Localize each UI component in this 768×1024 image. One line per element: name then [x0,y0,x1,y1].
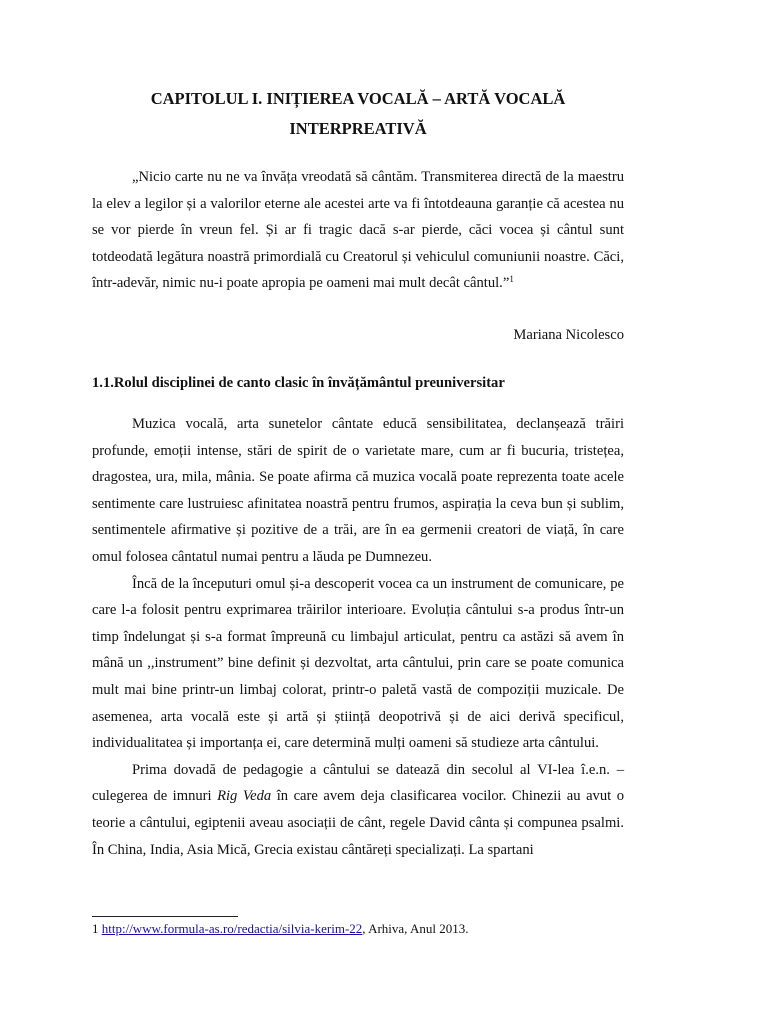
chapter-title-line-1: CAPITOLUL I. INIȚIEREA VOCALĂ – ARTĂ VOCALĂ [150,89,566,108]
footnote-number: 1 [92,921,99,936]
paragraph-3-start: Prima dovadă de pedagogie a cântului se datează din secolul al VI-lea î.e.n. – culegerea de imnuri [92,761,624,805]
paragraph-2: Încă de la începuturi omul și-a descoperit vocea ca un instrument de comunicare, pe care l-a folosit pentru exprimarea trăirilor interioare. Evoluția cântului s-a produs într-un timp îndelungat și s-a format împreună cu limbajul articulat, pentru ca astăzi să avem în mână un ,,instrument” bine definit și dezvoltat, arta cântului, prin care se poate comunica mult mai bine printr-un limbaj colorat, printr-o paletă vastă de compoziții muzicale. De asemenea, arta vocală este și artă și știință deopotrivă și de aici derivă specificul, individualitatea și importanța ei, care determină mulți oameni să studieze arta cântului. [92,575,624,752]
chapter-title [92,84,624,144]
paragraph-3-end: în care avem deja clasificarea vocilor. Chinezii au avut o teorie a cântului, egiptenii aveau asociații de cânt, regele David cânta și compunea psalmi. În China, India, Asia Mică, Grecia existau cântăreți specializați. La spartani [92,788,624,858]
footnote-link[interactable]: http://www.formula-as.ro/redactia/silvia-kerim-22 [101,921,363,936]
footnote-source: , Arhiva, Anul 2013. [362,921,469,936]
quote-author: Mariana Nicolesco [513,327,624,343]
rig-veda-title: Rig Veda [217,788,272,805]
footnote [92,918,624,940]
epigraph-text: „Nicio carte nu ne va învăța vreodată să cântăm. Transmiterea directă de la maestru la elev a legilor și a valorilor eterne ale acestei arte va fi întotdeauna garanție că acestea nu se vor pierde în vreun fel. Și ar fi tragic dacă s-ar pierde, căci vocea și cântul sunt totdeodată legătura noastră primordială cu Creatorul și vehiculul comuniunii noastre. Căci, într-adevăr, nimic nu-i poate apropia pe oameni mai mult decât cântul.” [92,169,624,292]
footnote-divider [92,916,238,917]
chapter-title-line-2: INTERPREATIVĂ [289,119,427,138]
section-heading: 1.1.Rolul disciplinei de canto clasic în învățământul preuniversitar [92,375,505,391]
footnote-reference[interactable]: 1 [509,274,514,285]
body-text [92,411,624,863]
epigraph-quote [92,164,624,297]
paragraph-3 [92,757,624,863]
paragraph-1: Muzica vocală, arta sunetelor cântate educă sensibilitatea, declanșează trăiri profunde, emoții intense, stări de spirit de o varietate mare, cum ar fi bucuria, tristețea, dragostea, ura, mila, mânia. Se poate afirma că muzica vocală poate reprezenta toate acele sentimente care lustruiesc afinitatea noastră pentru frumos, aspirația la ceva bun și sublim, sentimentele afirmative și pozitive de a trăi, are în ea germenii creatori de viață, în care omul folosea cântatul numai pentru a lăuda pe Dumnezeu. [92,416,624,565]
